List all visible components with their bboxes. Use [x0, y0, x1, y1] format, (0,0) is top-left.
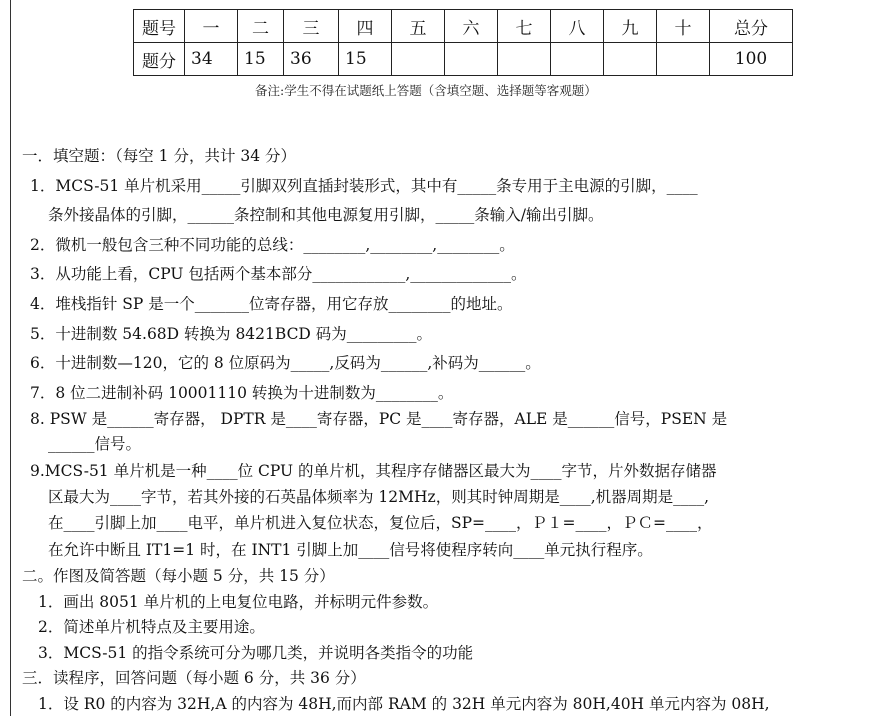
score-cell: [604, 43, 657, 76]
question-9-line-1: 9.MCS-51 单片机是一种____位 CPU 的单片机，其程序存储器区最大为____字节，片外数据存储器: [30, 462, 717, 480]
score-table-header-row: [134, 10, 793, 43]
section-3-heading: 三．读程序，回答问题（每小题 6 分，共 36 分）: [22, 669, 366, 687]
score-cell: 36: [284, 43, 339, 76]
section-1-heading: 一．填空题：（每空 1 分，共计 34 分）: [22, 147, 297, 165]
score-cell: 34: [185, 43, 238, 76]
section-2-question-3: 3．MCS-51 的指令系统可分为哪几类，并说明各类指令的功能: [38, 644, 474, 662]
question-1-line-2: 条外接晶体的引脚，______条控制和其他电源复用引脚，_____条输入/输出引脚。: [48, 206, 604, 224]
score-cell: 15: [238, 43, 284, 76]
question-9-line-3: 在____引脚上加____电平，单片机进入复位状态，复位后，SP=____，Ｐ１=____，ＰＣ=____，: [48, 514, 713, 532]
question-4: 4．堆栈指针 SP 是一个_______位寄存器，用它存放________的地址。: [30, 295, 513, 313]
score-cell: 题分: [134, 43, 185, 76]
section-2-question-2: 2．简述单片机特点及主要用途。: [38, 618, 265, 636]
score-cell: [657, 43, 710, 76]
header-cell: 总分: [710, 10, 793, 43]
header-cell: 三: [284, 10, 339, 43]
question-7: 7．8 位二进制补码 10001110 转换为十进制数为________。: [30, 384, 454, 402]
question-9-line-4: 在允许中断且 IT1=1 时，在 INT1 引脚上加____信号将使程序转向____单元执行程序。: [48, 541, 653, 559]
header-cell: 九: [604, 10, 657, 43]
question-5: 5．十进制数 54.68D 转换为 8421BCD 码为_________。: [30, 325, 433, 343]
score-cell: [392, 43, 445, 76]
question-3: 3．从功能上看，CPU 包括两个基本部分____________,_____________。: [30, 265, 527, 283]
question-9-line-2: 区最大为____字节，若其外接的石英晶体频率为 12MHz，则其时钟周期是____,机器周期是____,: [48, 488, 710, 506]
score-cell: [445, 43, 498, 76]
section-2-question-1: 1．画出 8051 单片机的上电复位电路，并标明元件参数。: [38, 593, 439, 611]
question-2: 2．微机一般包含三种不同功能的总线：________,________,________。: [30, 236, 515, 254]
header-cell: 五: [392, 10, 445, 43]
header-cell: 四: [339, 10, 392, 43]
question-8-line-2: ______信号。: [48, 435, 142, 453]
question-6: 6．十进制数—120，它的 8 位原码为_____,反码为______,补码为______。: [30, 354, 541, 372]
score-cell: [551, 43, 604, 76]
section-2-heading: 二。作图及简答题（每小题 5 分，共 15 分）: [22, 567, 335, 585]
header-cell: 八: [551, 10, 604, 43]
header-cell: 六: [445, 10, 498, 43]
section-3-question-1: 1．设 R0 的内容为 32H,A 的内容为 48H,而内部 RAM 的 32H 单元内容为 80H,40H 单元内容为 08H,: [38, 695, 770, 713]
score-cell-total: 100: [710, 43, 793, 76]
score-cell: 15: [339, 43, 392, 76]
header-cell: 十: [657, 10, 710, 43]
score-table-score-row: [134, 43, 793, 76]
header-cell: 七: [498, 10, 551, 43]
question-8-line-1: 8. PSW 是______寄存器， DPTR 是____寄存器，PC 是____寄存器，ALE 是______信号，PSEN 是: [30, 410, 728, 428]
header-cell: 一: [185, 10, 238, 43]
header-cell: 二: [238, 10, 284, 43]
score-table: [133, 9, 793, 76]
header-cell: 题号: [134, 10, 185, 43]
exam-note: 备注:学生不得在试题纸上答题（含填空题、选择题等客观题）: [255, 83, 597, 98]
score-cell: [498, 43, 551, 76]
left-margin-line: [10, 0, 11, 716]
question-1-line-1: 1．MCS-51 单片机采用_____引脚双列直插封装形式，其中有_____条专用于主电源的引脚，____: [30, 177, 698, 195]
